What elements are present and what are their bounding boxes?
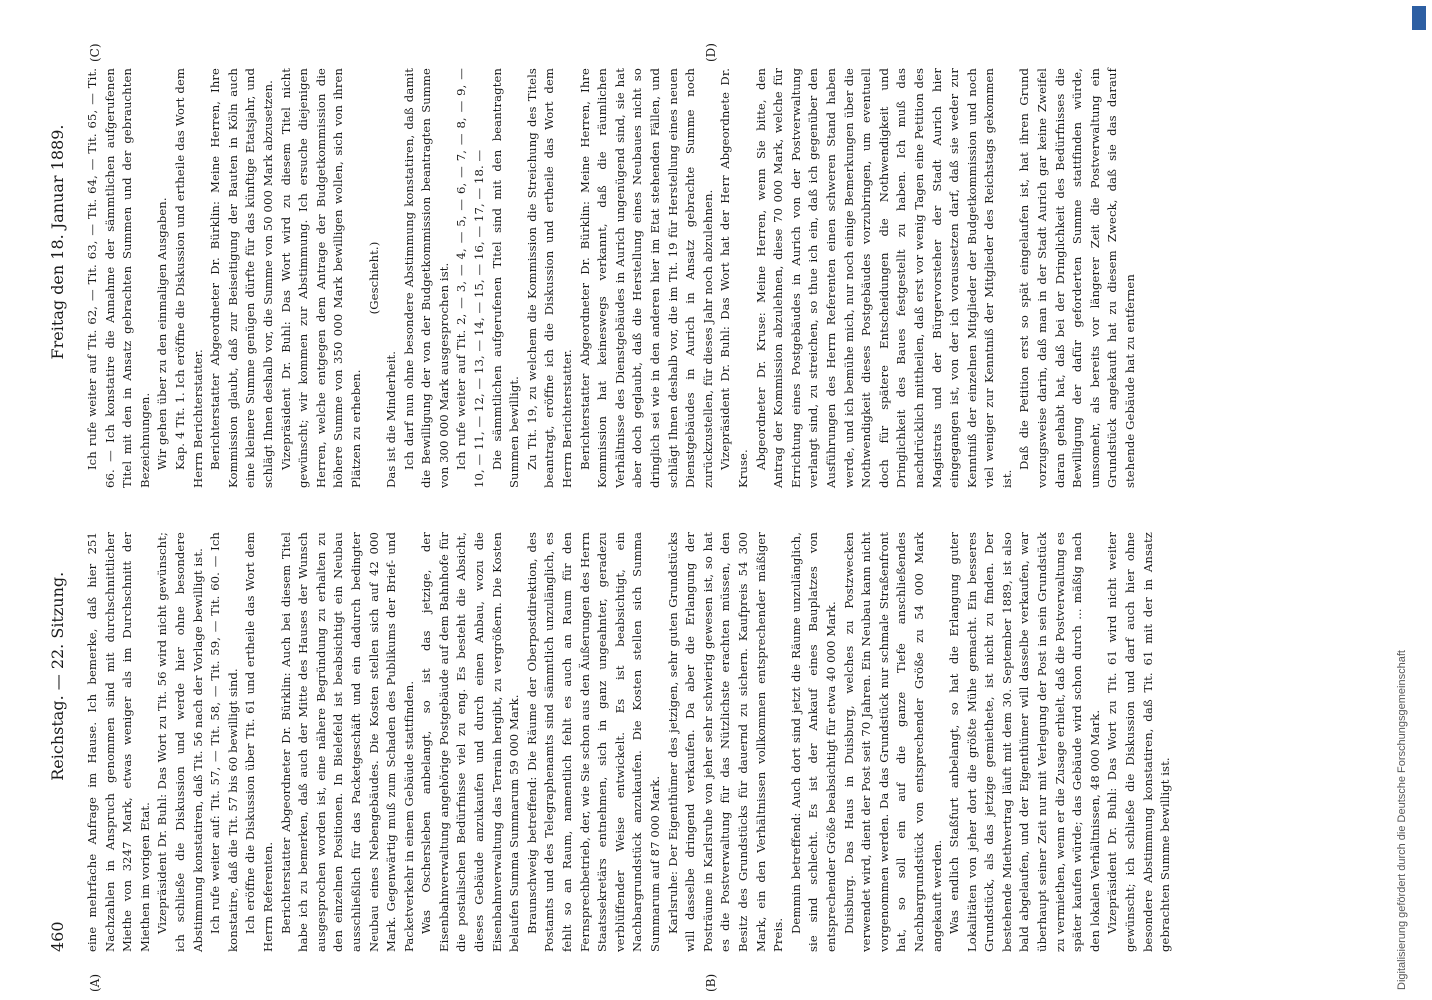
paragraph: (Geschieht.) <box>366 241 381 315</box>
paragraph: Demmin betreffend: Auch dort sind jetzt die Räume unzulänglich, sie sind schlecht. Es ist der Ankauf eines Bauplatzes von entsprechender Größe beabsichtigt für etwa 40 000 Mark. <box>788 532 838 952</box>
paragraph: Ich darf nun ohne besondere Abstimmung konstatiren, daß damit die Bewilligung der von der Budgetkommission beantragten Summe von 300 000 Mark ausgesprochen ist. <box>401 68 451 488</box>
paragraph: Vizepräsident Dr. Buhl: Das Wort wird zu diesem Titel nicht gewünscht; wir kommen zur Abstimmung. Ich ersuche diejenigen Herren, welche entgegen dem Antrage der Budgetkommission die höhere Summe von 350 000 Mark bewilligen wollen, sich von ihren Plätzen zu erheben. <box>278 68 363 488</box>
paragraph: Ich rufe weiter auf Tit. 62, — Tit. 63, — Tit. 64, — Tit. 65, — Tit. 66. — Ich konstatire die Annahme der sämmtlichen aufgerufenen Titel mit den in Ansatz gebrachten Summen und der gebrauchten Bezeichnungen. <box>85 68 152 488</box>
paragraph: Was endlich Staßfurt anbelangt, so hat die Erlangung guter Lokalitäten von jeher dort die größte Mühe gemacht. Ein besseres Grundstück, als das jetzige gemiethete, ist nicht zu finden. Der bestehende Miethvertrag läuft mit dem 30. September 1889, ist also bald abgelaufen, und der Eigenthümer will dasselbe verkaufen, war überhaupt seiner Zeit nur mit Verlegung der Post in sein Grundstück zu vermiethen, wenn er die Zusage erhielt, daß die Postverwaltung es später kaufen würde; das Gebäude wird schon durch ... mäßig nach den lokalen Verhältnissen, 48 000 Mark. <box>947 532 1102 952</box>
margin-marker-d: (D) <box>704 43 718 62</box>
paragraph: Kap. 4 Tit. 1. Ich eröffne die Diskussion und ertheile das Wort dem Herrn Berichterstatter. <box>172 68 205 488</box>
two-column-body <box>84 43 1175 992</box>
running-title: Reichstag. — 22. Sitzung. <box>48 571 67 781</box>
margin-marker-c: (C) <box>88 43 102 62</box>
paragraph: Das ist die Minderheit. <box>384 350 399 488</box>
paragraph: Zu Tit. 19, zu welchem die Kommission die Streichung des Titels beantragt, eröffne ich die Diskussion und ertheile das Wort dem Herrn Berichterstatter. <box>524 68 575 488</box>
paragraph: Die sämmtlichen aufgerufenen Titel sind mit den beantragten Summen bewilligt. <box>489 68 522 488</box>
paragraph: Berichterstatter Abgeordneter Dr. Bürklin: Meine Herren, Ihre Kommission hat keineswegs verkannt, daß die räumlichen Verhältnisse des Dienstgebäudes in Aurich ungenügend sind, sie hat aber doch geglaubt, daß die Herstellung eines Neubaues nicht so dringlich sei wie in den anderen hier im Etat stehenden Fällen, und schlägt Ihnen deshalb vor, die im Tit. 19 für Herstellung eines neuen Dienstgebäudes in Aurich in Ansatz gebrachte Summe noch zurückzustellen, für dieses Jahr noch abzulehnen. <box>577 68 715 488</box>
paragraph: Vizepräsident Dr. Buhl: Das Wort zu Tit. 56 wird nicht gewünscht; ich schließe die Diskussion und werde hier ohne besondere Abstimmung konstatiren, daß Tit. 56 nach der Vorlage bewilligt ist. <box>155 532 205 952</box>
paragraph: Ich eröffne die Diskussion über Tit. 61 und ertheile das Wort dem Herrn Referenten. <box>243 532 275 952</box>
right-column <box>84 68 1175 488</box>
paragraph: Wir gehen über zu den einmaligen Ausgaben. <box>155 197 170 470</box>
paragraph: Ich rufe weiter auf Tit. 2, — 3, — 4, — 5, — 6, — 7, — 8, — 9, — 10, — 11, — 12, — 13, — 14, — 15, — 16, — 17, — 18. — <box>454 68 487 488</box>
paragraph: Was Oschersleben anbelangt, so ist das jetzige, der Eisenbahnverwaltung angehörige Postgebäude auf dem Bahnhofe für die postalischen Bedürfnisse viel zu eng. Es besteht die Absicht, dieses Gebäude anzukaufen und durch einen Anbau, wozu die Eisenbahnverwaltung das Terrain hergibt, zu vergrößern. Die Kosten belaufen Summa Summarum 59 000 Mark. <box>419 532 522 952</box>
paragraph: Duisburg. Das Haus in Duisburg, welches zu Postzwecken verwendet wird, dient der Post seit 70 Jahren. Ein Neubau kann nicht vorgenommen werden. Da das Grundstück nur schmale Straßenfront hat, so soll ein auf die ganze Tiefe anschließendes Nachbargrundstück von entsprechender Größe zu 54 000 Mark angekauft werden. <box>841 532 944 952</box>
paragraph: Berichterstatter Abgeordneter Dr. Bürklin: Meine Herren, Ihre Kommission glaubt, daß zur Beiseitigung der Bauten in Köln auch eine kleinere Summe genügen dürfte für das künftige Etatsjahr, und schlägt Ihnen deshalb vor, die Summe von 50 000 Mark abzusetzen. <box>208 68 275 488</box>
margin-marker-b: (B) <box>704 973 718 992</box>
paragraph: Abgeordneter Dr. Kruse: Meine Herren, wenn Sie bitte, den Antrag der Kommission abzulehnen, diese 70 000 Mark, welche für Errichtung eines Postgebäudes in Aurich von der Postverwaltung verlangt sind, zu streichen, so thue ich ein, daß ich gegenüber den Ausführungen des Herrn Referenten einen schweren Stand haben werde, und ich bemühe mich, nur noch einige Bemerkungen über die Nothwendigkeit dieses Postgebäudes vorzubringen, um eventuell doch für spätere Entscheidungen die Nothwendigkeit und Dringlichkeit des Baues festgestellt zu haben. Ich muß das nachdrücklich mittheilen, daß erst vor wenig Tagen eine Petition des Magistrats und der Bürgervorsteher der Stadt Aurich hier eingegangen ist, von der ich voraussetzen darf, daß sie weder zur Kenntniß der einzelnen Mitglieder der Budgetkommission und noch viel weniger zur Kenntniß der Mitglieder des Reichstags gekommen ist. <box>753 68 1014 488</box>
session-date: Freitag den 18. Januar 1889. <box>48 124 67 360</box>
page-number: 460 <box>48 921 67 952</box>
left-column <box>84 532 1175 952</box>
paragraph: Daß die Petition erst so spät eingelaufen ist, hat ihren Grund vorzugsweise darin, daß man in der Stadt Aurich gar keine Zweifel daran gehabt hat, daß bei der Dringlichkeit des Bedürfnisses die Bewilligung der dafür geforderten Summe stattfinden würde, umsomehr, als bereits vor längerer Zeit die Postverwaltung ein Grundstück angekauft hat zu diesem Zweck, daß sie das darauf stehende Gebäude hat zu entfernen <box>1017 68 1138 488</box>
paragraph: Berichterstatter Abgeordneter Dr. Bürklin: Auch bei diesem Titel habe ich zu bemerken, daß auch der Mitte des Hauses der Wunsch ausgesprochen worden ist, eine nähere Begründung zu erhalten zu den einzelnen Positionen. In Bielefeld ist beabsichtigt ein Neubau ausschließlich für das Packetgeschäft und ein dadurch bedingter Neubau eines Nebengebäudes. Die Kosten stellen sich auf 42 000 Mark. Gegenwärtig muß zum Schaden des Publikums der Brief- und Packetverkehr in einem Gebäude stattfinden. <box>278 532 416 952</box>
paragraph: Karlsruhe: Der Eigenthümer des jetzigen, sehr guten Grundstücks will dasselbe dringend verkaufen. Da aber die Erlangung der Posträume in Karlsruhe von jeher sehr schwierig gewesen ist, so hat es die Postverwaltung für das Nützlichste erachten müssen, den Besitz des Grundstücks für dauernd zu sichern. Kaufpreis 54 300 Mark, ein den Verhältnissen vollkommen entsprechender mäßiger Preis. <box>665 532 786 952</box>
paragraph: Vizepräsident Dr. Buhl: Das Wort zu Tit. 61 wird nicht weiter gewünscht; ich schließe die Diskussion und darf auch hier ohne besondere Abstimmung konstatiren, daß Tit. 61 mit der in Ansatz gebrachten Summe bewilligt ist. <box>1105 532 1173 952</box>
paragraph: eine mehrfache Anfrage im Hause. Ich bemerke, daß hier 251 Nachzahlen in Anspruch genommen sind mit durchschnittlicher Miethe von 3247 Mark, etwas weniger als im Durchschnitt der Miethen im vorigen Etat. <box>85 532 152 952</box>
margin-marker-a: (A) <box>88 973 102 992</box>
paragraph: Ich rufe weiter auf: Tit. 57, — Tit. 58, — Tit. 59, — Tit. 60. — Ich konstatire, daß die Tit. 57 bis 60 bewilligt sind. <box>208 532 240 952</box>
dfg-credit-text: Digitalisierung gefördert durch die Deutsche Forschungsgemeinschaft <box>1396 650 1408 990</box>
page-header <box>48 60 78 952</box>
paragraph: Vizepräsident Dr. Buhl: Das Wort hat der Herr Abgeordnete Dr. Kruse. <box>718 68 750 488</box>
dfg-strip <box>1412 0 1432 1000</box>
dfg-logo-icon <box>1412 6 1426 30</box>
paragraph: Braunschweig betreffend: Die Räume der Oberpostdirektion, des Postamts und des Telegraphenamts sind sämmtlich unzulänglich, es fehlt so an Raum, namentlich fehlt es auch an Raum für den Fernsprechbetrieb, der, wie Sie schon aus den Äußerungen des Herrn Staatssekretärs entnehmen, sich in ganz ungeahnter, geradezu verblüffender Weise entwickelt. Es ist beabsichtigt, ein Nachbargrundstück anzukaufen. Die Kosten stellen sich Summa Summarum auf 87 000 Mark. <box>524 532 662 952</box>
